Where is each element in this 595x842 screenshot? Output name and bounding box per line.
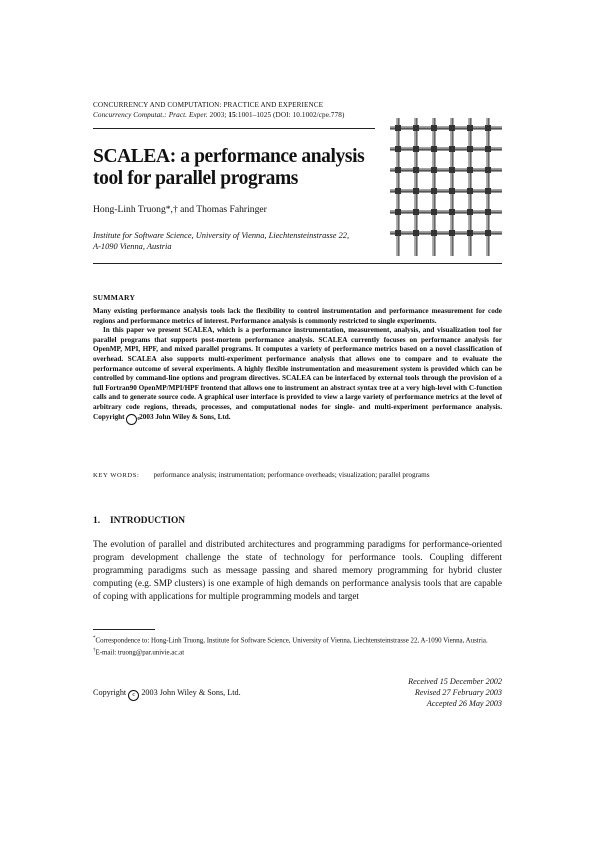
logo-node	[449, 125, 455, 131]
logo-node	[431, 146, 437, 152]
received-date: Received 15 December 2002	[408, 677, 502, 686]
affiliation-line: Institute for Software Science, University of Vienna, Liechtensteinstrasse 22,	[93, 231, 350, 240]
logo-node	[467, 125, 473, 131]
footnote	[93, 646, 502, 658]
logo-node	[395, 188, 401, 194]
logo-node	[413, 188, 419, 194]
abstract-text	[93, 307, 502, 425]
keywords-text: performance analysis; instrumentation; performance overheads; visualization; parallel programs	[153, 471, 430, 479]
footnote-mark: †	[93, 647, 96, 653]
citation-year: 2003;	[209, 111, 227, 119]
logo-node	[485, 209, 491, 215]
logo-node	[413, 209, 419, 215]
logo-node	[485, 125, 491, 131]
footnote-mark: *	[93, 636, 96, 641]
title-block-rule	[93, 263, 502, 264]
logo-node	[449, 146, 455, 152]
logo-node	[467, 209, 473, 215]
logo-node	[485, 230, 491, 236]
citation-pages-doi: :1001–1025 (DOI: 10.1002/cpe.778)	[235, 111, 345, 119]
logo-node	[413, 230, 419, 236]
article-dates	[330, 677, 502, 709]
logo-node	[485, 167, 491, 173]
logo-node	[449, 230, 455, 236]
logo-node	[485, 188, 491, 194]
copyright-symbol: c	[126, 414, 137, 425]
logo-node	[449, 167, 455, 173]
logo-node	[467, 146, 473, 152]
logo-node	[431, 230, 437, 236]
header-rule	[93, 128, 375, 129]
keywords	[93, 471, 430, 479]
logo-node	[413, 167, 419, 173]
footer-copyright	[93, 688, 241, 701]
copyright-symbol: c	[128, 690, 139, 701]
citation-journal-abbrev: Concurrency Computat.: Pract. Exper.	[93, 111, 208, 119]
logo-node	[395, 209, 401, 215]
logo-node	[395, 167, 401, 173]
section-body: The evolution of parallel and distributed architectures and programming paradigms for performance-oriented program development challenge the state of technology for performance tools. Coupling different programming paradigms such as message passing and shared memory programming for hybrid cluster computing (e.g. SMP clusters) is one example of high demands on performance analysis tools that are capable of coping with applications for multiple programming models and target	[93, 539, 502, 602]
copyright-prefix: Copyright	[93, 688, 127, 697]
logo-node	[395, 230, 401, 236]
logo-node	[467, 188, 473, 194]
abstract-paragraph	[93, 326, 502, 424]
paper-title: SCALEA: a performance analysis tool for parallel programs	[93, 146, 365, 189]
journal-header	[93, 100, 345, 120]
logo-node	[431, 209, 437, 215]
citation-volume: 15	[228, 111, 236, 119]
paper-authors: Hong-Linh Truong*,† and Thomas Fahringer	[93, 204, 267, 215]
logo-node	[467, 230, 473, 236]
revised-date: Revised 27 February 2003	[414, 687, 502, 697]
abstract-paragraph-body: In this paper we present SCALEA, which is a performance instrumentation, measurement, analysis, and visualization tool for parallel programs that supports post-mortem performance analysis. SCALEA currently focuses on performance analysis for OpenMP, MPI, HPF, and mixed parallel programs. It computes a variety of performance metrics based on a novel classification of overhead. SCALEA also supports multi-experiment performance analysis that allows one to compare and to evaluate the performance outcome of several experiments. A highly flexible instrumentation and measurement system is provided which can be controlled by command-line options and program directives. SCALEA can be interfaced by external tools through the provision of a full Fortran90 OpenMP/MPI/HPF frontend that allows one to instrument an abstract syntax tree at a very high-level with C-function calls and to generate source code. A graphical user interface is provided to view a large variety of performance metrics at the level of arbitrary code regions, threads, processes, and computational nodes for single- and multi-experiment performance analysis. Copyright	[93, 326, 502, 421]
abstract-paragraph: Many existing performance analysis tools lack the flexibility to control instrumentation and performance measurement for code regions and performance metrics of interest. Performance analysis is commonly restricted to single experiments.	[93, 307, 502, 325]
copyright-suffix: 2003 John Wiley & Sons, Ltd.	[141, 688, 241, 697]
journal-citation	[93, 110, 345, 120]
footnote-text: Correspondence to: Hong-Linh Truong, Institute for Software Science, University of Vienna, Liechtensteinstrasse 22, A-1090 Vienna, Austria.	[95, 637, 488, 645]
logo-node	[395, 125, 401, 131]
summary-heading: SUMMARY	[93, 293, 136, 302]
affiliation-line: A-1090 Vienna, Austria	[93, 242, 172, 251]
footnote	[93, 634, 502, 646]
logo-node	[467, 167, 473, 173]
logo-node	[413, 146, 419, 152]
journal-logo-grid	[388, 116, 504, 258]
section-number: 1.	[93, 516, 101, 526]
footnotes	[93, 634, 502, 658]
logo-node	[431, 167, 437, 173]
keywords-label: KEY WORDS:	[93, 472, 140, 479]
abstract-copyright: 2003 John Wiley & Sons, Ltd.	[139, 412, 231, 421]
accepted-date: Accepted 26 May 2003	[426, 698, 502, 708]
logo-node	[449, 209, 455, 215]
footnote-rule	[93, 629, 155, 630]
logo-node	[449, 188, 455, 194]
section-heading	[93, 516, 185, 526]
paper-affiliation	[93, 230, 383, 252]
logo-node	[395, 146, 401, 152]
logo-node	[431, 188, 437, 194]
journal-name: CONCURRENCY AND COMPUTATION: PRACTICE AND EXPERIENCE	[93, 101, 324, 109]
logo-node	[413, 125, 419, 131]
footnote-text: E-mail: truong@par.univie.ac.at	[95, 649, 185, 657]
logo-node	[431, 125, 437, 131]
logo-node	[485, 146, 491, 152]
section-title: INTRODUCTION	[110, 516, 186, 526]
